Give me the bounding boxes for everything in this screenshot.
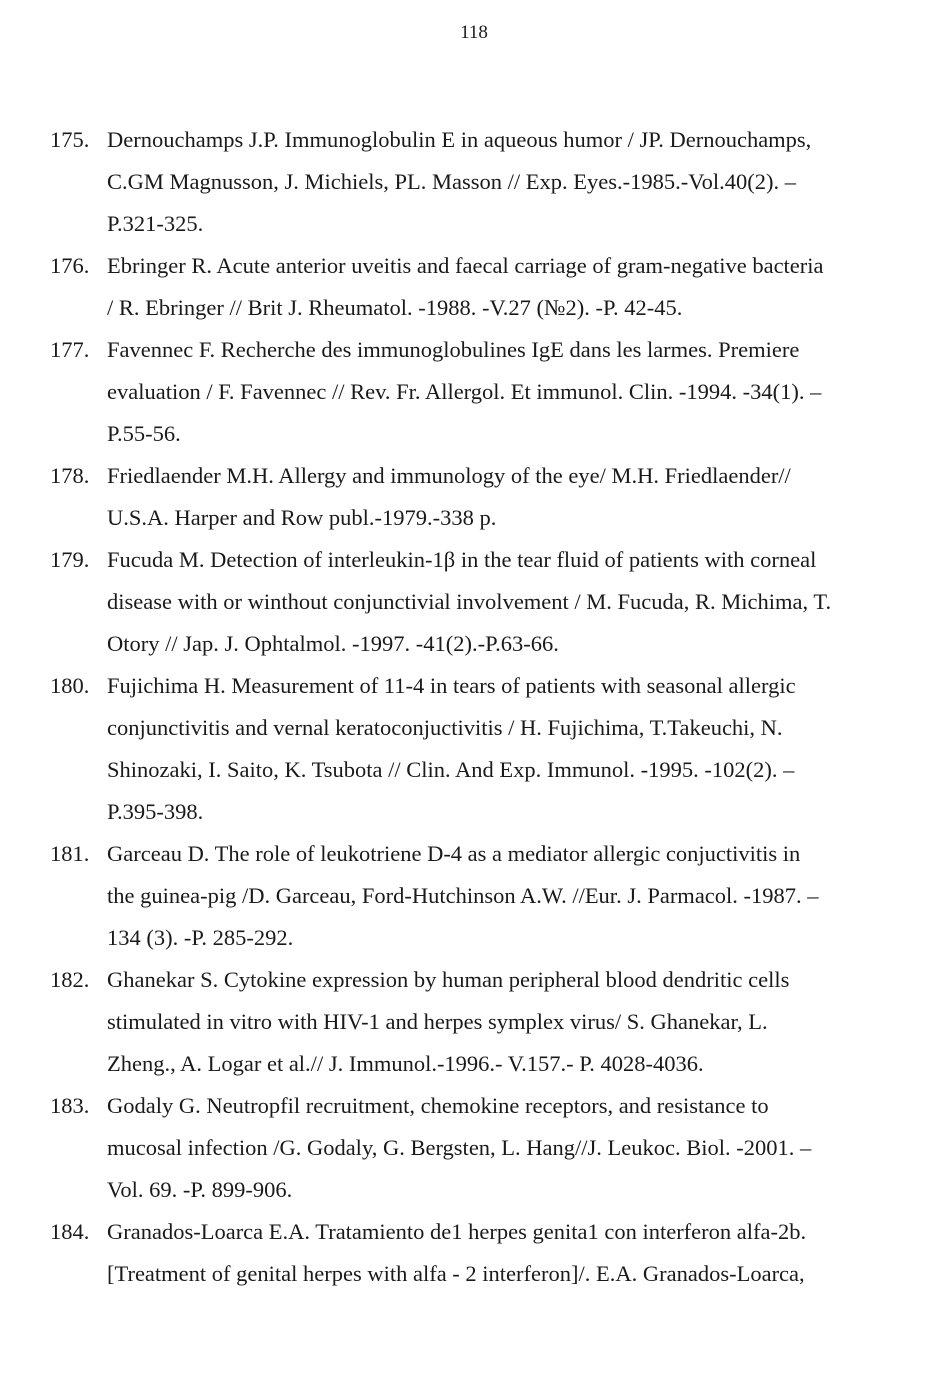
reference-text-line: [Treatment of genital herpes with alfa - 2 interferon]/. E.A. Granados-Loarca, [107,1261,805,1286]
reference-list [0,119,948,1295]
reference-text-line: Ebringer R. Acute anterior uveitis and faecal carriage of gram-negative bacteria [107,253,824,278]
reference-text-line: P.321-325. [107,211,204,236]
reference-text-line: Fujichima H. Measurement of 11-4 in tears of patients with seasonal allergic [107,673,796,698]
page-number: 118 [460,22,488,43]
reference-text-line: conjunctivitis and vernal keratoconjuctivitis / H. Fujichima, T.Takeuchi, N. [107,715,783,740]
reference-entry [0,959,948,1085]
reference-text-line: / R. Ebringer // Brit J. Rheumatol. -1988. -V.27 (№2). -P. 42-45. [107,295,683,320]
reference-text-line: Granados-Loarca E.A. Tratamiento de1 herpes genita1 con interferon alfa-2b. [107,1219,807,1244]
reference-number: 176. [50,253,90,278]
reference-text-line: Otory // Jap. J. Ophtalmol. -1997. -41(2).-P.63-66. [107,631,559,656]
reference-text-line: Dernouchamps J.P. Immunoglobulin E in aqueous humor / JP. Dernouchamps, [107,127,812,152]
reference-number: 179. [50,547,90,572]
reference-entry [0,455,948,539]
reference-number: 183. [50,1093,90,1118]
reference-number: 184. [50,1219,90,1244]
reference-entry [0,329,948,455]
reference-text-line: Favennec F. Recherche des immunoglobulines IgE dans les larmes. Premiere [107,337,800,362]
reference-text-line: P.55-56. [107,421,181,446]
reference-entry [0,1211,948,1295]
reference-entry [0,119,948,245]
reference-text-line: P.395-398. [107,799,204,824]
reference-text-line: Garceau D. The role of leukotriene D-4 as a mediator allergic conjuctivitis in [107,841,801,866]
reference-number: 181. [50,841,90,866]
reference-entry [0,665,948,833]
reference-text-line: 134 (3). -P. 285-292. [107,925,294,950]
reference-text-line: disease with or winthout conjunctivial involvement / M. Fucuda, R. Michima, T. [107,589,832,614]
reference-entry [0,245,948,329]
reference-entry [0,833,948,959]
reference-text-line: stimulated in vitro with HIV-1 and herpes symplex virus/ S. Ghanekar, L. [107,1009,768,1034]
reference-number: 177. [50,337,90,362]
reference-text-line: Friedlaender M.H. Allergy and immunology of the eye/ M.H. Friedlaender// [107,463,791,488]
reference-text-line: Godaly G. Neutropfil recruitment, chemokine receptors, and resistance to [107,1093,769,1118]
reference-text-line: Vol. 69. -P. 899-906. [107,1177,293,1202]
reference-text-line: the guinea-pig /D. Garceau, Ford-Hutchinson A.W. //Eur. J. Parmacol. -1987. – [107,883,819,908]
reference-number: 182. [50,967,90,992]
reference-number: 180. [50,673,90,698]
reference-text-line: U.S.A. Harper and Row publ.-1979.-338 p. [107,505,497,530]
reference-text-line: Ghanekar S. Cytokine expression by human peripheral blood dendritic cells [107,967,790,992]
reference-entry [0,539,948,665]
reference-text-line: Shinozaki, I. Saito, K. Tsubota // Clin. And Exp. Immunol. -1995. -102(2). – [107,757,795,782]
reference-entry [0,1085,948,1211]
reference-number: 178. [50,463,90,488]
reference-number: 175. [50,127,90,152]
reference-text-line: evaluation / F. Favennec // Rev. Fr. Allergol. Et immunol. Clin. -1994. -34(1). – [107,379,822,404]
reference-text-line: C.GM Magnusson, J. Michiels, PL. Masson // Exp. Eyes.-1985.-Vol.40(2). – [107,169,796,194]
reference-text-line: Fucuda M. Detection of interleukin-1β in the tear fluid of patients with corneal [107,547,817,572]
reference-text-line: Zheng., A. Logar et al.// J. Immunol.-1996.- V.157.- P. 4028-4036. [107,1051,704,1076]
reference-text-line: mucosal infection /G. Godaly, G. Bergsten, L. Hang//J. Leukoc. Biol. -2001. – [107,1135,812,1160]
